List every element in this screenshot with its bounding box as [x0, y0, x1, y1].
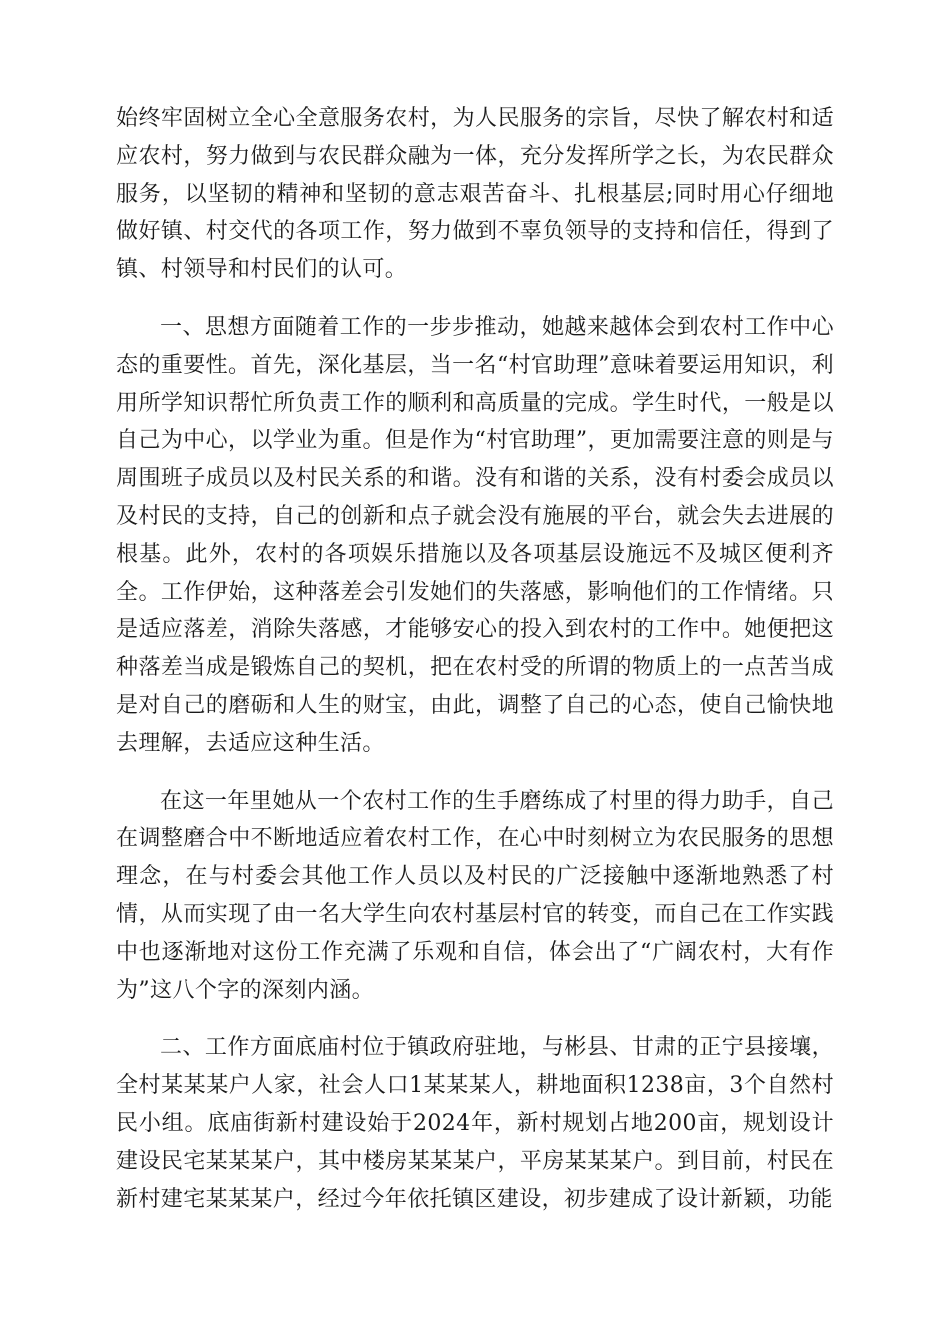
document-page [116, 100, 834, 1238]
paragraph-work-aspect: 二、工作方面底庙村位于镇政府驻地，与彬县、甘肃的正宁县接壤，全村某某某户人家，社会人口1某某某人，耕地面积1238亩，3个自然村民小组。底庙街新村建设始于2024年，新村规划占地200亩，规划设计建设民宅某某某户，其中楼房某某某户，平房某某某户。到目前，村民在新村建宅某某某户，经过今年依托镇区建设，初步建成了设计新颖，功能 [116, 1035, 834, 1212]
paragraph-intro: 始终牢固树立全心全意服务农村，为人民服务的宗旨，尽快了解农村和适应农村，努力做到与农民群众融为一体，充分发挥所学之长，为农民群众服务，以坚韧的精神和坚韧的意志艰苦奋斗、扎根基层;同时用心仔细地做好镇、村交代的各项工作，努力做到不辜负领导的支持和信任，得到了镇、村领导和村民们的认可。 [116, 106, 834, 283]
paragraph-thought-aspect: 一、思想方面随着工作的一步步推动，她越来越体会到农村工作中心态的重要性。首先，深化基层，当一名“村官助理”意味着要运用知识，利用所学知识帮忙所负责工作的顺利和高质量的完成。学生时代，一般是以自己为中心，以学业为重。但是作为“村官助理”，更加需要注意的则是与周围班子成员以及村民关系的和谐。没有和谐的关系，没有村委会成员以及村民的支持，自己的创新和点子就会没有施展的平台，就会失去进展的根基。此外，农村的各项娱乐措施以及各项基层设施远不及城区便利齐全。工作伊始，这种落差会引发她们的失落感，影响他们的工作情绪。只是适应落差，消除失落感，才能够安心的投入到农村的工作中。她便把这种落差当成是锻炼自己的契机，把在农村受的所谓的物质上的一点苦当成是对自己的磨砺和人生的财宝，由此，调整了自己的心态，使自己愉快地去理解，去适应这种生活。 [116, 314, 834, 756]
paragraph-year-summary: 在这一年里她从一个农村工作的生手磨练成了村里的得力助手，自己在调整磨合中不断地适应着农村工作，在心中时刻树立为农民服务的思想理念，在与村委会其他工作人员以及村民的广泛接触中逐渐地熟悉了村情，从而实现了由一名大学生向农村基层村官的转变，而自己在工作实践中也逐渐地对这份工作充满了乐观和自信，体会出了“广阔农村，大有作为”这八个字的深刻内涵。 [116, 788, 834, 1003]
